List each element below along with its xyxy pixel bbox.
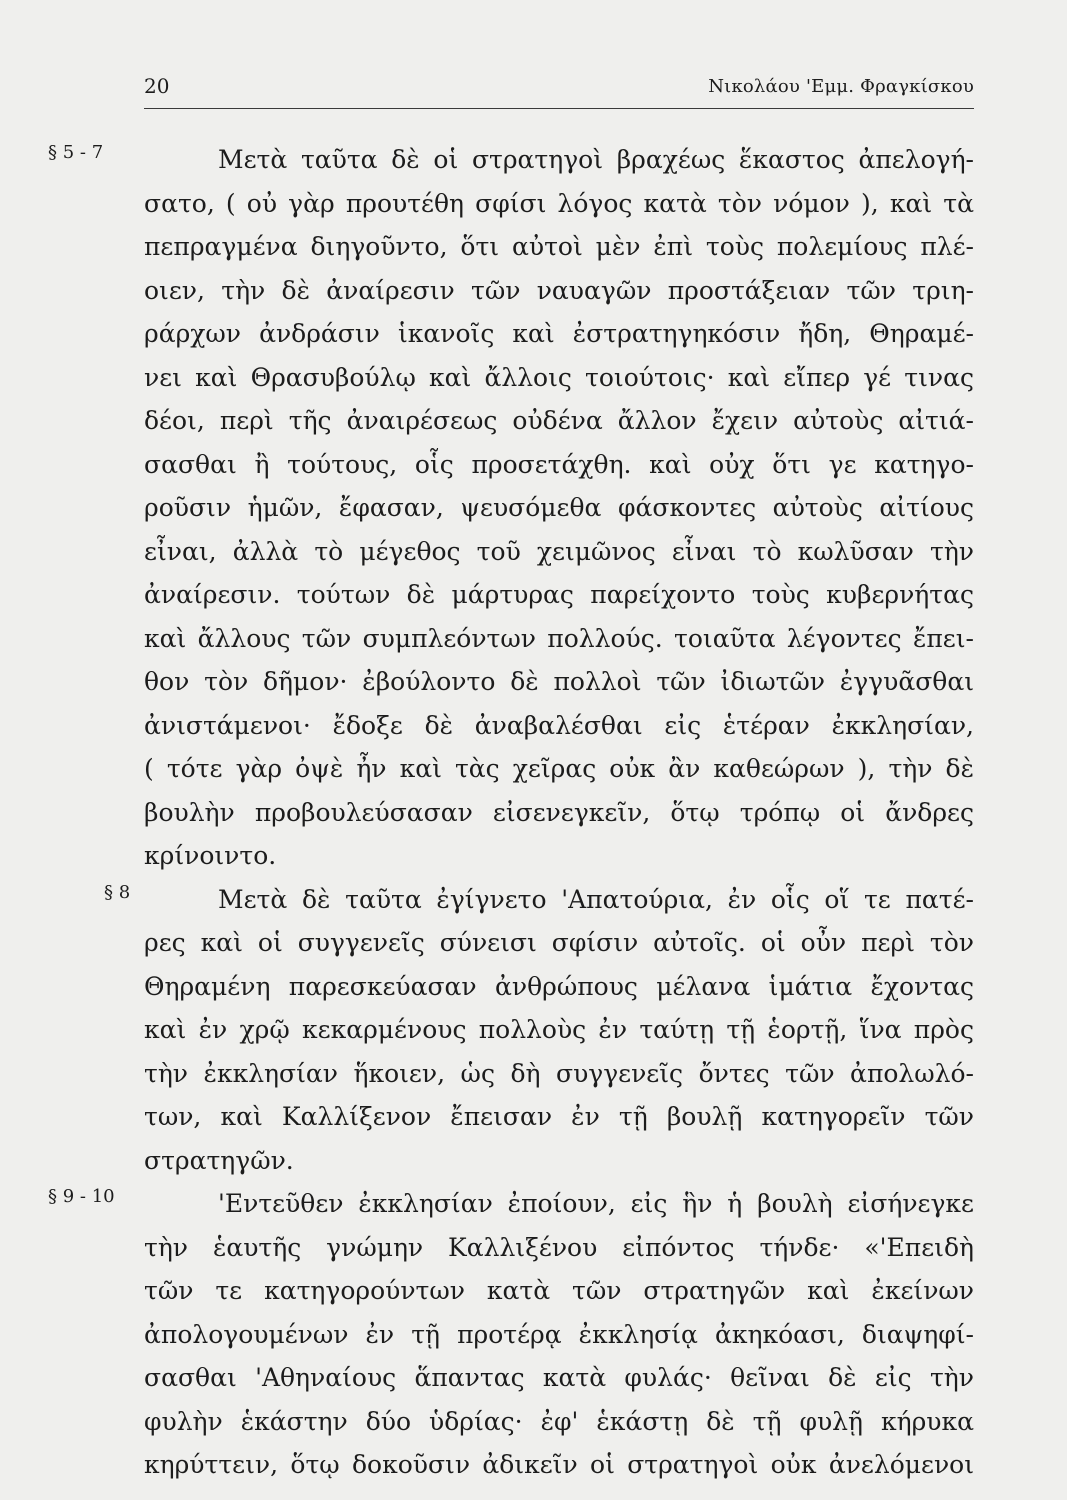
text-line: στρατηγῶν. [144, 1146, 294, 1175]
text-line: σατο, ( οὐ γὰρ προυτέθη σφίσι λόγος κατὰ τὸν νόμον ), καὶ τὰ [144, 189, 974, 218]
text-line: κηρύττειν, ὅτῳ δοκοῦσιν ἀδικεῖν οἱ στρατηγοὶ οὐκ ἀνελόμενοι [144, 1450, 974, 1479]
text-line: ( τότε γὰρ ὀψὲ ἦν καὶ τὰς χεῖρας οὐκ ἂν καθεώρων ), τὴν δὲ [144, 754, 974, 783]
section-ref: § 9 - 10 [48, 1186, 115, 1207]
text-line: Μετὰ ταῦτα δὲ οἱ στρατηγοὶ βραχέως ἕκαστος ἀπελογή- [218, 145, 974, 174]
text-line: σασθαι 'Αθηναίους ἅπαντας κατὰ φυλάς· θεῖναι δὲ εἰς τὴν [144, 1363, 974, 1392]
page-number: 20 [144, 74, 170, 98]
text-line: κρίνοιντο. [144, 841, 277, 870]
text-line: καὶ ἄλλους τῶν συμπλεόντων πολλούς. τοιαῦτα λέγοντες ἔπει- [144, 624, 974, 653]
text-line: καὶ ἐν χρῷ κεκαρμένους πολλοὺς ἐν ταύτῃ τῇ ἑορτῇ, ἵνα πρὸς [144, 1015, 974, 1044]
section-ref: § 8 [104, 882, 131, 903]
text-line: ράρχων ἀνδράσιν ἱκανοῖς καὶ ἐστρατηγηκόσιν ἤδη, Θηραμέ- [144, 319, 974, 348]
text-line: πεπραγμένα διηγοῦντο, ὅτι αὐτοὶ μὲν ἐπὶ τοὺς πολεμίους πλέ- [144, 232, 974, 261]
text-line: νει καὶ Θρασυβούλῳ καὶ ἄλλοις τοιούτοις· καὶ εἴπερ γέ τινας [144, 363, 974, 392]
text-line: 'Εντεῦθεν ἐκκλησίαν ἐποίουν, εἰς ἣν ἡ βουλὴ εἰσήνεγκε [218, 1189, 974, 1218]
text-line: οιεν, τὴν δὲ ἀναίρεσιν τῶν ναυαγῶν προστάξειαν τῶν τριη- [144, 276, 974, 305]
text-line: ἀναίρεσιν. τούτων δὲ μάρτυρας παρείχοντο τοὺς κυβερνήτας [144, 580, 974, 609]
text-line: ἀπολογουμένων ἐν τῇ προτέρᾳ ἐκκλησίᾳ ἀκηκόασι, διαψηφί- [144, 1320, 974, 1349]
text-line: βουλὴν προβουλεύσασαν εἰσενεγκεῖν, ὅτῳ τρόπῳ οἱ ἄνδρες [144, 798, 974, 827]
text-line: ρες καὶ οἱ συγγενεῖς σύνεισι σφίσιν αὐτοῖς. οἱ οὖν περὶ τὸν [144, 928, 974, 957]
text-line: δέοι, περὶ τῆς ἀναιρέσεως οὐδένα ἄλλον ἔχειν αὐτοὺς αἰτιά- [144, 406, 974, 435]
text-line: σασθαι ἢ τούτους, οἷς προσετάχθη. καὶ οὐχ ὅτι γε κατηγο- [144, 450, 974, 479]
text-line: τὴν ἐκκλησίαν ἥκοιεν, ὡς δὴ συγγενεῖς ὄντες τῶν ἀπολωλό- [144, 1059, 974, 1088]
section-ref: § 5 - 7 [48, 142, 104, 163]
text-line: ροῦσιν ἡμῶν, ἔφασαν, ψευσόμεθα φάσκοντες αὐτοὺς αἰτίους [144, 493, 974, 522]
text-line: των, καὶ Καλλίξενον ἔπεισαν ἐν τῇ βουλῇ κατηγορεῖν τῶν [144, 1102, 974, 1131]
text-line: θον τὸν δῆμον· ἐβούλοντο δὲ πολλοὶ τῶν ἰδιωτῶν ἐγγυᾶσθαι [144, 667, 974, 696]
text-line: εἶναι, ἀλλὰ τὸ μέγεθος τοῦ χειμῶνος εἶναι τὸ κωλῦσαν τὴν [144, 537, 974, 566]
text-line: τῶν τε κατηγορούντων κατὰ τῶν στρατηγῶν καὶ ἐκείνων [144, 1276, 974, 1305]
text-line: ἀνιστάμενοι· ἔδοξε δὲ ἀναβαλέσθαι εἰς ἑτέραν ἐκκλησίαν, [144, 711, 974, 740]
text-line: τὴν ἑαυτῆς γνώμην Καλλιξένου εἰπόντος τήνδε· «'Επειδὴ [144, 1233, 974, 1262]
running-head: Νικολάου 'Εμμ. Φραγκίσκου [708, 76, 974, 97]
page-header [144, 70, 974, 109]
text-line: Μετὰ δὲ ταῦτα ἐγίγνετο 'Απατούρια, ἐν οἷς οἵ τε πατέ- [218, 885, 974, 914]
text-line: φυλὴν ἑκάστην δύο ὑδρίας· ἐφ' ἑκάστῃ δὲ τῇ φυλῇ κήρυκα [144, 1407, 974, 1436]
text-line: Θηραμένη παρεσκεύασαν ἀνθρώπους μέλανα ἱμάτια ἔχοντας [144, 972, 974, 1001]
